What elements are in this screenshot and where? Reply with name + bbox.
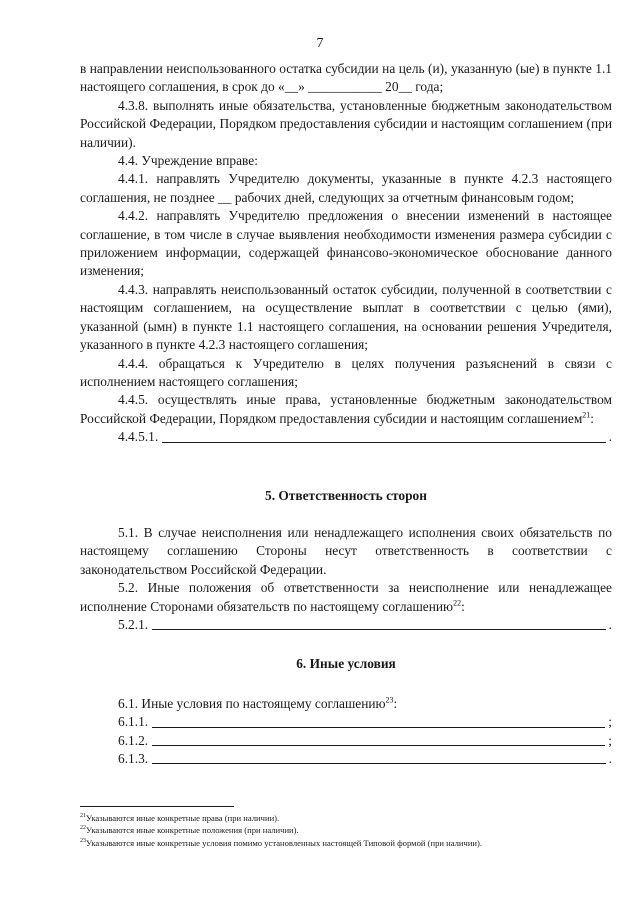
page-number: 7 bbox=[316, 36, 324, 51]
section-6-heading: 6. Иные условия bbox=[296, 656, 396, 672]
blank-line bbox=[152, 727, 605, 728]
fill-label: 6.1.1. bbox=[118, 714, 149, 730]
paragraph-6-1-colon: : bbox=[393, 695, 398, 711]
paragraph-6-1-text: 6.1. Иные условия по настоящему соглашению bbox=[118, 695, 386, 711]
paragraph-5-2-text: 5.2. Иные положения об ответственности за неисполнение или ненадлежащее исполнение Сторонами обязательств по настоящему соглашению bbox=[80, 580, 612, 614]
blank-line bbox=[152, 763, 606, 764]
paragraph-6-1 bbox=[80, 695, 612, 713]
fill-label: 5.2.1. bbox=[118, 616, 149, 632]
paragraph-4-4-3: 4.4.3. направлять неиспользованный остаток субсидии, полученной в соответствии с настоящим соглашением, на осуществление выплат в соответствии с целью (ями), указанной (ымн) в пункте 1.1 настоящего соглашения, на основании решения Учредителя, указанного в пункте 4.2.3 настоящего соглашения; bbox=[80, 281, 612, 353]
fill-label: 6.1.2. bbox=[118, 732, 149, 748]
paragraph-4-4: 4.4. Учреждение вправе: bbox=[118, 153, 258, 169]
paragraph-4-4-5 bbox=[80, 391, 612, 428]
blank-line bbox=[152, 745, 605, 746]
blank-line bbox=[152, 629, 606, 630]
footnote-ref-21: 21 bbox=[582, 410, 591, 420]
blank-line bbox=[162, 442, 605, 443]
footnote-ref-23: 23 bbox=[385, 695, 394, 705]
fill-label: 6.1.3. bbox=[118, 751, 149, 766]
section-5-heading: 5. Ответственность сторон bbox=[265, 487, 427, 503]
fill-line-6-1-2 bbox=[80, 732, 612, 750]
footnote-number: 23 bbox=[80, 837, 86, 844]
footnote-ref-22: 22 bbox=[453, 598, 462, 608]
footnote-text: Указываются иные конкретные права (при наличии). bbox=[86, 813, 280, 823]
paragraph-4-4-4: 4.4.4. обращаться к Учредителю в целях получения разъяснений в связи с исполнением настоящего соглашения; bbox=[80, 355, 612, 389]
fill-end: . bbox=[608, 429, 612, 445]
footnote-separator bbox=[80, 806, 234, 807]
footnote-22 bbox=[80, 824, 620, 836]
footnote-23 bbox=[80, 837, 620, 849]
paragraph-5-1: 5.1. В случае неисполнения или ненадлежащего исполнения своих обязательств по настоящему соглашению Стороны несут ответственность в соответствии с законодательством Российской Федерации. bbox=[80, 524, 612, 577]
fill-end: ; bbox=[608, 732, 612, 748]
paragraph-continuation: в направлении неиспользованного остатка субсидии на цель (и), указанную (ые) в пункте 1.1 настоящего соглашения, в срок до «__» ___________ 20__ года; bbox=[80, 61, 612, 95]
fill-line-5-2-1 bbox=[80, 616, 612, 634]
fill-label: 4.4.5.1. bbox=[118, 429, 159, 445]
footnotes bbox=[80, 812, 620, 849]
paragraph-4-4-5-text: 4.4.5. осуществлять иные права, установленные бюджетным законодательством Российской Федерации, Порядком предоставления субсидии и настоящим соглашением bbox=[80, 392, 612, 426]
fill-line-6-1-3 bbox=[80, 750, 612, 768]
footnote-number: 22 bbox=[80, 825, 86, 832]
footnote-text: Указываются иные конкретные положения (при наличии). bbox=[86, 825, 299, 836]
fill-line-6-1-1 bbox=[80, 713, 612, 731]
footnote-number: 21 bbox=[80, 813, 86, 820]
fill-line-4-4-5-1 bbox=[80, 428, 612, 446]
footnote-21 bbox=[80, 812, 620, 824]
footnote-text: Указываются иные конкретные условия помимо установленных настоящей Типовой формой (при наличии). bbox=[86, 837, 483, 848]
fill-end: . bbox=[608, 616, 612, 632]
document-body bbox=[80, 60, 612, 768]
fill-end: ; bbox=[608, 714, 612, 730]
paragraph-4-3-8: 4.3.8. выполнять иные обязательства, установленные бюджетным законодательством Российской Федерации, Порядком предоставления субсидии и настоящим соглашением (при наличии). bbox=[80, 97, 612, 150]
fill-end: . bbox=[608, 751, 612, 766]
paragraph-5-2-colon: : bbox=[461, 598, 465, 614]
paragraph-4-4-2: 4.4.2. направлять Учредителю предложения о внесении изменений в настоящее соглашение, в том числе в случае выявления необходимости изменения размера субсидии с приложением информации, содержащей финансово-экономическое обоснование данного изменения; bbox=[80, 208, 612, 279]
paragraph-4-4-5-colon: : bbox=[590, 410, 595, 426]
paragraph-4-4-1: 4.4.1. направлять Учредителю документы, указанные в пункте 4.2.3 настоящего соглашения, не позднее __ рабочих дней, следующих за отчетным финансовым годом; bbox=[80, 171, 612, 205]
paragraph-5-2 bbox=[80, 579, 612, 616]
